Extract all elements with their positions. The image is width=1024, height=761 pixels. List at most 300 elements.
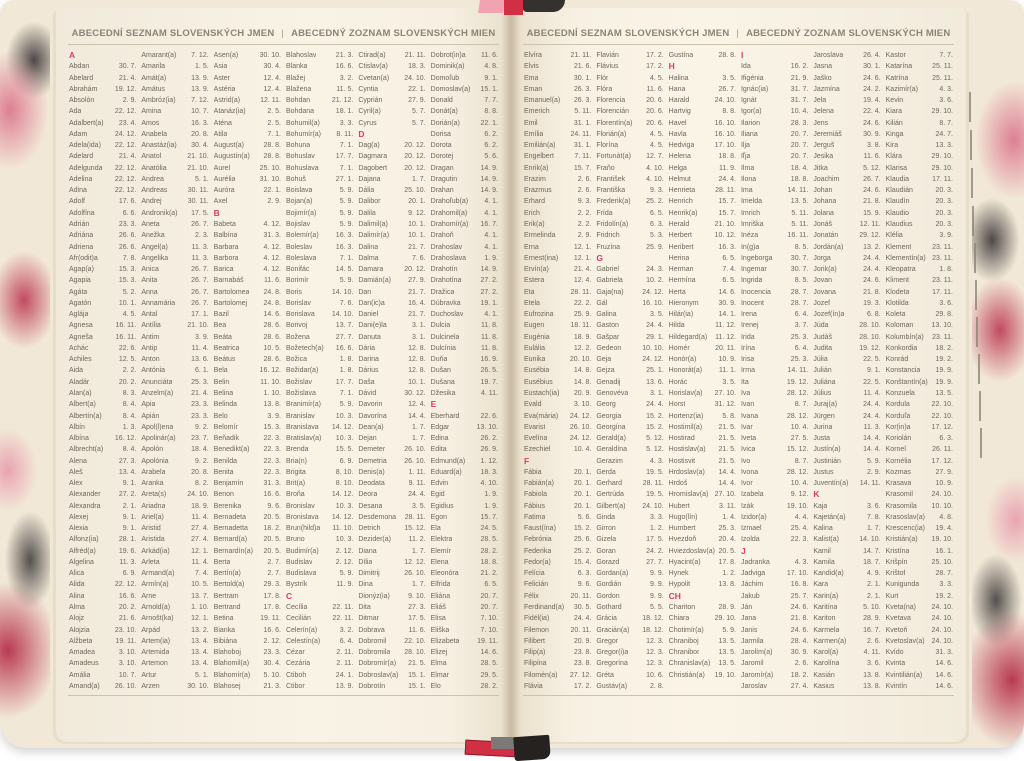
- name-day-entry: [741, 242, 808, 253]
- name-day-entry: [286, 309, 353, 320]
- name-day-entry: [524, 61, 591, 72]
- name-day-date: 1. 9.: [484, 254, 498, 262]
- name-day-date: 13. 10.: [931, 322, 953, 330]
- name-day-entry: [214, 253, 281, 264]
- name-day-entry: [431, 523, 498, 534]
- name-day-entry: [524, 489, 591, 500]
- name-day-date: 21. 10.: [187, 164, 209, 172]
- given-name: Jovana: [813, 288, 836, 296]
- given-name: Egon: [430, 513, 447, 521]
- given-name: Grácia: [596, 615, 617, 623]
- name-day-entry: [741, 399, 808, 410]
- name-day-entry: [669, 287, 736, 298]
- name-day-date: 2. 7.: [267, 558, 281, 566]
- given-name: Dobromil: [358, 637, 387, 645]
- name-day-date: 5. 9.: [722, 626, 736, 634]
- name-day-entry: [741, 275, 808, 286]
- name-day-entry: [431, 163, 498, 174]
- name-day-entry: [741, 365, 808, 376]
- name-day-date: 24. 12.: [569, 412, 592, 420]
- section-letter: I: [740, 50, 744, 60]
- given-name: Eliška: [430, 626, 450, 634]
- given-name: Edgar: [430, 423, 450, 431]
- name-day-entry: [69, 411, 136, 422]
- name-day-date: 19. 4.: [935, 525, 953, 533]
- given-name: Bohuš: [285, 175, 306, 183]
- name-day-entry: [741, 174, 808, 185]
- name-day-entry: [358, 219, 425, 230]
- name-day-entry: [886, 456, 953, 467]
- page-title: [72, 28, 495, 39]
- name-day-entry: [813, 230, 880, 241]
- given-name: Jonáš: [813, 220, 832, 228]
- name-day-date: 10. 4.: [790, 423, 809, 431]
- name-day-entry: [141, 151, 208, 162]
- name-day-entry: [813, 298, 880, 309]
- name-day-date: 24. 4.: [863, 412, 881, 420]
- given-name: Ctislav(a): [358, 63, 388, 71]
- name-day-entry: [596, 309, 663, 320]
- name-day-date: 4. 12.: [263, 220, 281, 228]
- given-name: Iľja: [740, 153, 751, 161]
- name-day-entry: [69, 140, 136, 151]
- name-day-date: 9. 12.: [790, 491, 809, 499]
- name-day-date: 15. 3.: [263, 423, 281, 431]
- given-name: Cyril(a): [358, 108, 381, 116]
- name-day-entry: [431, 613, 498, 624]
- given-name: Apolinár(a): [141, 435, 176, 443]
- name-day-date: 14. 11.: [787, 187, 809, 195]
- name-day-entry: [214, 422, 281, 433]
- name-day-entry: [214, 343, 281, 354]
- name-day-entry: [524, 625, 591, 636]
- given-name: Kvetava: [885, 615, 911, 623]
- given-name: Bojislav: [285, 220, 311, 228]
- name-day-entry: [431, 579, 498, 590]
- given-name: Katrína: [885, 74, 909, 82]
- name-day-entry: [596, 140, 663, 151]
- name-day-entry: [886, 444, 953, 455]
- name-day-date: 5. 12.: [646, 446, 664, 454]
- given-name: Elemír: [430, 547, 451, 555]
- name-day-date: 12. 1.: [191, 547, 209, 555]
- name-day-date: 21. 11.: [570, 52, 592, 59]
- name-day-date: 13. 4.: [191, 637, 209, 645]
- name-day-date: 20. 1.: [573, 468, 592, 476]
- name-day-entry: [813, 174, 880, 185]
- given-name: Krišpín: [885, 558, 908, 566]
- name-day-entry: [69, 320, 136, 331]
- name-day-entry: [69, 343, 136, 354]
- given-name: Hugo(lín): [668, 513, 698, 521]
- given-name: Kleopatra: [885, 266, 916, 274]
- name-day-entry: [286, 332, 353, 343]
- name-day-date: 24. 3.: [646, 266, 664, 274]
- name-day-date: 30. 4.: [263, 63, 281, 71]
- given-name: Dominik(a): [430, 63, 465, 71]
- name-day-entry: [524, 365, 591, 376]
- name-day-entry: [813, 264, 880, 275]
- given-name: Jozef: [813, 299, 831, 307]
- name-day-date: 6. 1.: [195, 367, 209, 375]
- given-name: Božetech(a): [285, 344, 324, 352]
- given-name: Blahosej: [213, 682, 241, 690]
- name-day-entry: [214, 174, 281, 185]
- name-day-entry: [524, 523, 591, 534]
- given-name: Apol(l)ena: [141, 423, 174, 431]
- name-day-entry: [141, 298, 208, 309]
- name-day-date: 3. 3.: [939, 581, 953, 589]
- name-day-date: 13. 9.: [191, 85, 209, 93]
- given-name: Júlia: [813, 356, 828, 364]
- given-name: Belomír: [213, 423, 238, 431]
- given-name: Drahoľub(a): [430, 198, 469, 206]
- name-day-date: 2. 7.: [267, 570, 281, 578]
- name-day-date: 20. 6.: [646, 108, 664, 116]
- given-name: František: [596, 175, 626, 183]
- name-day-date: 19. 5.: [646, 491, 664, 499]
- name-day-date: 28. 6.: [263, 333, 281, 341]
- name-day-date: 19. 11.: [477, 637, 498, 645]
- name-day-entry: [141, 50, 208, 61]
- name-day-date: 15. 1.: [408, 682, 426, 690]
- name-day-date: 9. 1.: [122, 480, 137, 488]
- name-day-entry: [813, 129, 880, 140]
- name-day-entry: [886, 174, 953, 185]
- given-name: Hviezdoslav(a): [668, 547, 715, 555]
- name-day-entry: [69, 84, 136, 95]
- name-day-entry: [741, 264, 808, 275]
- name-day-date: 14. 11.: [787, 367, 809, 375]
- name-list-columns: [69, 50, 498, 692]
- given-name: Bea: [213, 322, 227, 330]
- name-day-date: 2. 9.: [122, 97, 137, 105]
- name-day-entry: [141, 546, 208, 557]
- name-day-date: 16. 11.: [115, 333, 137, 341]
- name-day-date: 2. 6.: [794, 660, 809, 668]
- given-name: Ivica: [740, 446, 756, 454]
- given-name: Afr(odit)a: [69, 254, 98, 262]
- name-day-date: 19. 11.: [115, 637, 137, 645]
- thumb-index-cut-mark: [969, 92, 971, 122]
- given-name: Frída: [596, 209, 613, 217]
- name-day-entry: [141, 343, 208, 354]
- name-day-entry: [741, 444, 808, 455]
- name-day-entry: [813, 354, 880, 365]
- name-day-entry: [358, 196, 425, 207]
- name-day-entry: [141, 73, 208, 84]
- name-day-entry: [69, 613, 136, 624]
- name-day-date: 21. 9.: [790, 74, 809, 82]
- name-day-date: 26. 6.: [118, 243, 137, 251]
- name-day-entry: [596, 73, 663, 84]
- given-name: Klement: [885, 243, 912, 251]
- name-day-entry: [886, 557, 953, 568]
- given-name: Kornel: [885, 446, 906, 454]
- name-day-entry: [214, 591, 281, 602]
- given-name: Gustáv(a): [596, 682, 628, 690]
- given-name: Genadij: [596, 378, 621, 386]
- header-rule: [68, 44, 499, 45]
- name-day-date: 2. 12.: [263, 637, 281, 645]
- name-day-entry: [813, 253, 880, 264]
- given-name: Justín(a): [813, 446, 841, 454]
- name-day-entry: [214, 478, 281, 489]
- name-day-date: 10. 3.: [335, 435, 354, 443]
- given-name: Dita: [358, 604, 371, 612]
- given-name: Bojimír(a): [285, 209, 317, 217]
- given-name: Hilda: [668, 322, 685, 330]
- name-day-entry: [214, 196, 281, 207]
- name-day-date: 11. 4.: [191, 513, 209, 521]
- name-day-date: 1. 12.: [480, 457, 498, 465]
- name-day-entry: [214, 388, 281, 399]
- name-day-entry: [141, 579, 208, 590]
- name-day-entry: [886, 118, 953, 129]
- name-day-date: 21. 6.: [118, 615, 137, 623]
- name-day-date: 5. 10.: [263, 671, 281, 679]
- name-day-entry: [741, 636, 808, 647]
- name-day-date: 4. 10.: [646, 164, 664, 172]
- name-day-entry: [813, 613, 880, 624]
- name-day-entry: [886, 163, 953, 174]
- name-day-entry: [286, 208, 353, 219]
- given-name: Džesika: [430, 389, 456, 397]
- name-day-date: 20. 7.: [790, 153, 809, 161]
- given-name: Horác: [668, 378, 688, 386]
- name-day-date: 14. 12.: [331, 423, 354, 431]
- given-name: Florián(a): [596, 130, 627, 138]
- given-name: Jela: [813, 97, 827, 105]
- name-day-entry: [431, 456, 498, 467]
- given-name: Andronik(a): [141, 209, 178, 217]
- name-day-entry: [286, 647, 353, 658]
- name-day-date: 20. 2.: [118, 378, 137, 386]
- name-day-entry: [358, 140, 425, 151]
- name-column: [741, 50, 808, 692]
- name-day-entry: [214, 106, 281, 117]
- given-name: Damara: [358, 266, 384, 274]
- name-day-date: 22. 6.: [480, 412, 498, 420]
- name-day-date: 22. 11.: [332, 604, 354, 612]
- name-day-date: 11. 8.: [480, 344, 498, 352]
- name-day-entry: [813, 365, 880, 376]
- name-day-entry: [886, 411, 953, 422]
- name-day-date: 12. 1.: [191, 615, 209, 623]
- given-name: Gerda: [596, 468, 616, 476]
- name-day-date: 14. 6.: [718, 288, 736, 296]
- given-name: Eliána: [430, 592, 451, 600]
- name-day-date: 26. 3.: [573, 85, 592, 93]
- name-day-entry: [596, 670, 663, 681]
- name-day-entry: [813, 151, 880, 162]
- given-name: Filomén(a): [524, 671, 558, 679]
- given-name: Amadea: [69, 649, 96, 657]
- name-day-date: 8. 5.: [794, 277, 809, 285]
- given-name: Drahotín: [430, 266, 458, 274]
- name-day-date: 13. 7.: [335, 322, 354, 330]
- name-day-date: 8. 11.: [336, 130, 354, 138]
- name-day-date: 26. 11.: [932, 446, 953, 454]
- name-day-entry: [741, 332, 808, 343]
- name-day-entry: [669, 388, 736, 399]
- name-day-date: 5. 12.: [863, 164, 881, 172]
- name-day-entry: [669, 478, 736, 489]
- name-day-date: 30. 7.: [118, 63, 137, 71]
- given-name: Dorisa: [430, 130, 451, 138]
- given-name: Jarolím(a): [740, 649, 773, 657]
- given-name: Anastáz(ia): [141, 142, 177, 150]
- name-day-entry: [886, 61, 953, 72]
- name-day-date: 21. 10.: [714, 220, 736, 228]
- name-day-date: 5. 9.: [339, 570, 354, 578]
- section-letter: CH: [668, 590, 681, 601]
- name-day-date: 22. 3.: [263, 435, 281, 443]
- given-name: Adelgunda: [69, 164, 103, 172]
- name-day-date: 3. 10.: [118, 649, 137, 657]
- name-day-date: 12. 5.: [118, 356, 137, 364]
- title-slovak: ABECEDNÝ ZOZNAM SLOVENSKÝCH MIEN: [746, 28, 951, 39]
- given-name: Juraj(a): [813, 401, 838, 409]
- name-day-date: 23. 3.: [191, 401, 209, 409]
- given-name: Aurélia: [213, 175, 236, 183]
- given-name: Kasius: [813, 682, 835, 690]
- name-day-date: 29. 10.: [931, 164, 953, 172]
- name-day-entry: [524, 422, 591, 433]
- name-day-date: 6. 4.: [339, 637, 354, 645]
- name-day-date: 1. 9.: [484, 491, 498, 499]
- name-day-entry: [69, 163, 136, 174]
- name-day-date: 4. 4.: [794, 513, 809, 521]
- name-day-entry: [431, 591, 498, 602]
- given-name: Donald: [430, 97, 453, 105]
- name-day-date: 29. 10.: [931, 153, 953, 161]
- given-name: Deora: [358, 491, 378, 499]
- name-day-entry: [286, 512, 353, 523]
- given-name: Auróra: [213, 187, 235, 195]
- name-day-date: 2. 1.: [867, 581, 881, 589]
- name-day-date: 19. 5.: [646, 468, 664, 476]
- given-name: Apolónia: [141, 457, 169, 465]
- name-day-entry: [69, 118, 136, 129]
- name-day-date: 30. 9.: [790, 649, 809, 657]
- name-day-entry: [141, 332, 208, 343]
- name-day-date: 11. 6.: [863, 153, 881, 161]
- name-day-date: 6. 9.: [122, 570, 137, 578]
- name-day-entry: [358, 591, 425, 602]
- name-day-date: 28. 10.: [859, 333, 881, 341]
- given-name: Inéza: [740, 232, 759, 240]
- given-name: Kinga: [885, 130, 904, 138]
- name-day-entry: [286, 287, 353, 298]
- name-day-entry: [214, 456, 281, 467]
- name-day-entry: [431, 546, 498, 557]
- given-name: Ervín(a): [524, 266, 549, 274]
- thumb-index-cut-mark: [979, 391, 981, 421]
- given-name: Dília: [358, 558, 373, 566]
- dark-elastic-band-top: [523, 0, 565, 12]
- name-day-entry: [596, 298, 663, 309]
- given-name: Kristína: [885, 547, 910, 555]
- name-day-entry: [741, 467, 808, 478]
- given-name: Albína: [69, 435, 89, 443]
- given-name: Bohumír(a): [285, 130, 321, 138]
- name-day-entry: [524, 219, 591, 230]
- name-day-entry: [886, 298, 953, 309]
- name-day-entry: [813, 444, 880, 455]
- name-day-date: 4. 5.: [122, 311, 137, 319]
- given-name: Atila: [213, 130, 228, 138]
- name-day-date: 2. 5.: [267, 108, 281, 116]
- name-day-date: 10. 7.: [118, 671, 137, 679]
- given-name: Judáš: [813, 333, 832, 341]
- name-day-date: 30. 4.: [263, 660, 281, 668]
- name-day-date: 26. 7.: [863, 175, 881, 183]
- thumb-index-cut-mark: [971, 168, 973, 198]
- name-day-entry: [431, 343, 498, 354]
- name-day-entry: [431, 332, 498, 343]
- given-name: Desana: [358, 502, 383, 510]
- name-day-date: 8. 8.: [484, 108, 498, 116]
- name-day-date: 7. 1.: [339, 254, 354, 262]
- name-day-date: 26. 9.: [480, 446, 498, 454]
- name-day-entry: [358, 287, 425, 298]
- given-name: Brun(hild)a: [285, 525, 321, 533]
- name-day-entry: [886, 242, 953, 253]
- name-day-date: 20. 7.: [480, 592, 498, 600]
- name-day-date: 22. 3.: [263, 446, 281, 454]
- name-day-date: 16. 3.: [191, 119, 209, 127]
- given-name: Broňa: [285, 491, 305, 499]
- name-day-date: 23. 11.: [932, 277, 953, 285]
- given-name: Daniel: [358, 311, 379, 319]
- name-day-entry: [69, 546, 136, 557]
- given-name: Fábius: [524, 502, 546, 510]
- given-name: Beňadik: [213, 435, 239, 443]
- given-name: Erich: [524, 209, 540, 217]
- name-day-entry: [431, 174, 498, 185]
- name-day-date: 7. 6.: [412, 254, 426, 262]
- name-day-entry: [741, 253, 808, 264]
- name-day-date: 11. 6.: [408, 626, 426, 634]
- name-day-date: 27. 4.: [191, 536, 209, 544]
- given-name: Armín(a): [141, 581, 169, 589]
- name-day-date: 26. 7.: [191, 266, 209, 274]
- name-day-entry: [69, 365, 136, 376]
- given-name: Hilár(ia): [668, 311, 694, 319]
- given-name: Horislav(a): [668, 389, 703, 397]
- name-day-date: 8. 3.: [122, 389, 137, 397]
- name-day-entry: [886, 512, 953, 523]
- name-day-date: 28. 6.: [263, 322, 281, 330]
- name-day-date: 13. 5.: [718, 637, 736, 645]
- given-name: Dobrotín: [358, 682, 386, 690]
- name-day-date: 28. 11.: [570, 288, 592, 296]
- name-column: [358, 50, 425, 692]
- name-day-entry: [431, 129, 498, 140]
- name-day-entry: [69, 309, 136, 320]
- given-name: Borislav: [285, 299, 311, 307]
- name-day-entry: [69, 95, 136, 106]
- name-day-entry: [813, 219, 880, 230]
- name-day-entry: [286, 129, 353, 140]
- given-name: Enrik(a): [524, 164, 549, 172]
- name-day-date: 11. 12.: [715, 333, 736, 341]
- name-day-date: 14. 12.: [331, 491, 354, 499]
- name-day-date: 28. 12.: [786, 468, 809, 476]
- name-day-date: 20. 6.: [646, 97, 664, 105]
- given-name: Hromislav(a): [668, 491, 709, 499]
